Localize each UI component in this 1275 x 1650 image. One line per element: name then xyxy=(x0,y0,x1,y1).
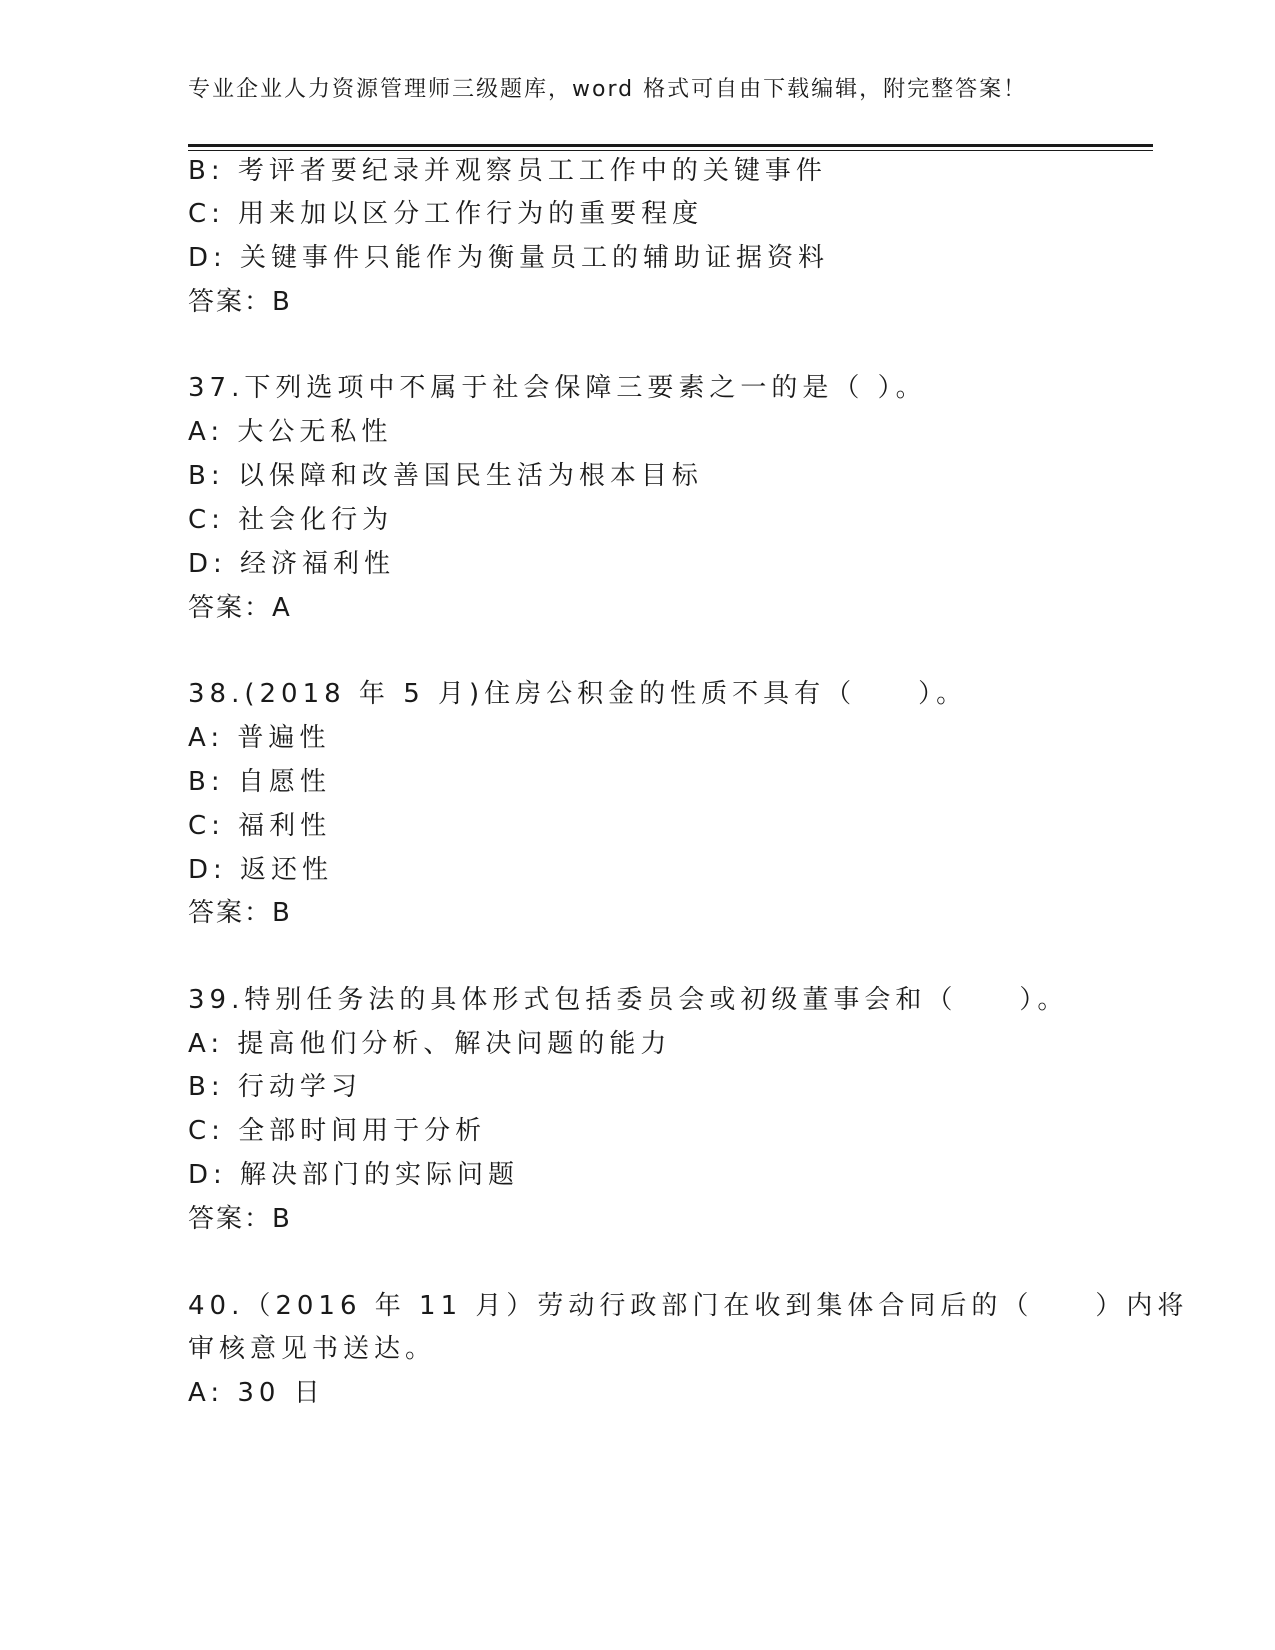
q37-option-d: D: 经济福利性 xyxy=(188,549,396,579)
q37-question: 37.下列选项中不属于社会保障三要素之一的是（ ）。 xyxy=(188,373,927,403)
q39-option-a: A: 提高他们分析、解决问题的能力 xyxy=(188,1029,672,1059)
q39-option-b: B: 行动学习 xyxy=(188,1072,362,1102)
header-divider-thin xyxy=(188,150,1153,151)
q36-answer xyxy=(188,286,291,318)
q40-question-line2: 审核意见书送达。 xyxy=(188,1334,437,1364)
q39-answer xyxy=(188,1203,291,1235)
q36-option-d: D: 关键事件只能作为衡量员工的辅助证据资料 xyxy=(188,243,830,273)
q37-option-a: A: 大公无私性 xyxy=(188,417,393,447)
q38-option-c: C: 福利性 xyxy=(188,811,332,841)
q40-option-a: A: 30 日 xyxy=(188,1378,325,1408)
q36-answer-value: B xyxy=(272,287,291,317)
q38-option-b: B: 自愿性 xyxy=(188,767,331,797)
q38-question: 38.(2018 年 5 月)住房公积金的性质不具有（ ）。 xyxy=(188,679,968,709)
q39-answer-label: 答案： xyxy=(188,1204,273,1234)
q37-answer xyxy=(188,592,291,624)
q39-answer-value: B xyxy=(272,1204,291,1234)
q39-option-d: D: 解决部门的实际问题 xyxy=(188,1160,520,1190)
q38-answer-value: B xyxy=(272,898,291,928)
header-divider-thick xyxy=(188,144,1153,147)
page-header: 专业企业人力资源管理师三级题库，word 格式可自由下载编辑，附完整答案！ xyxy=(188,77,1028,102)
q36-option-c: C: 用来加以区分工作行为的重要程度 xyxy=(188,199,704,229)
q38-option-d: D: 返还性 xyxy=(188,855,334,885)
q38-answer xyxy=(188,897,291,929)
q37-option-c: C: 社会化行为 xyxy=(188,505,394,535)
q39-question: 39.特别任务法的具体形式包括委员会或初级董事会和（ ）。 xyxy=(188,985,1069,1015)
q36-answer-label: 答案： xyxy=(188,287,273,317)
q38-answer-label: 答案： xyxy=(188,898,273,928)
q37-answer-value: A xyxy=(272,593,291,623)
q37-answer-label: 答案： xyxy=(188,593,273,623)
q36-option-b: B: 考评者要纪录并观察员工工作中的关键事件 xyxy=(188,156,827,186)
q37-option-b: B: 以保障和改善国民生活为根本目标 xyxy=(188,461,703,491)
q39-option-c: C: 全部时间用于分析 xyxy=(188,1116,487,1146)
q40-question-line1: 40.（2016 年 11 月）劳动行政部门在收到集体合同后的（ ）内将 xyxy=(188,1291,1189,1321)
q38-option-a: A: 普遍性 xyxy=(188,723,331,753)
